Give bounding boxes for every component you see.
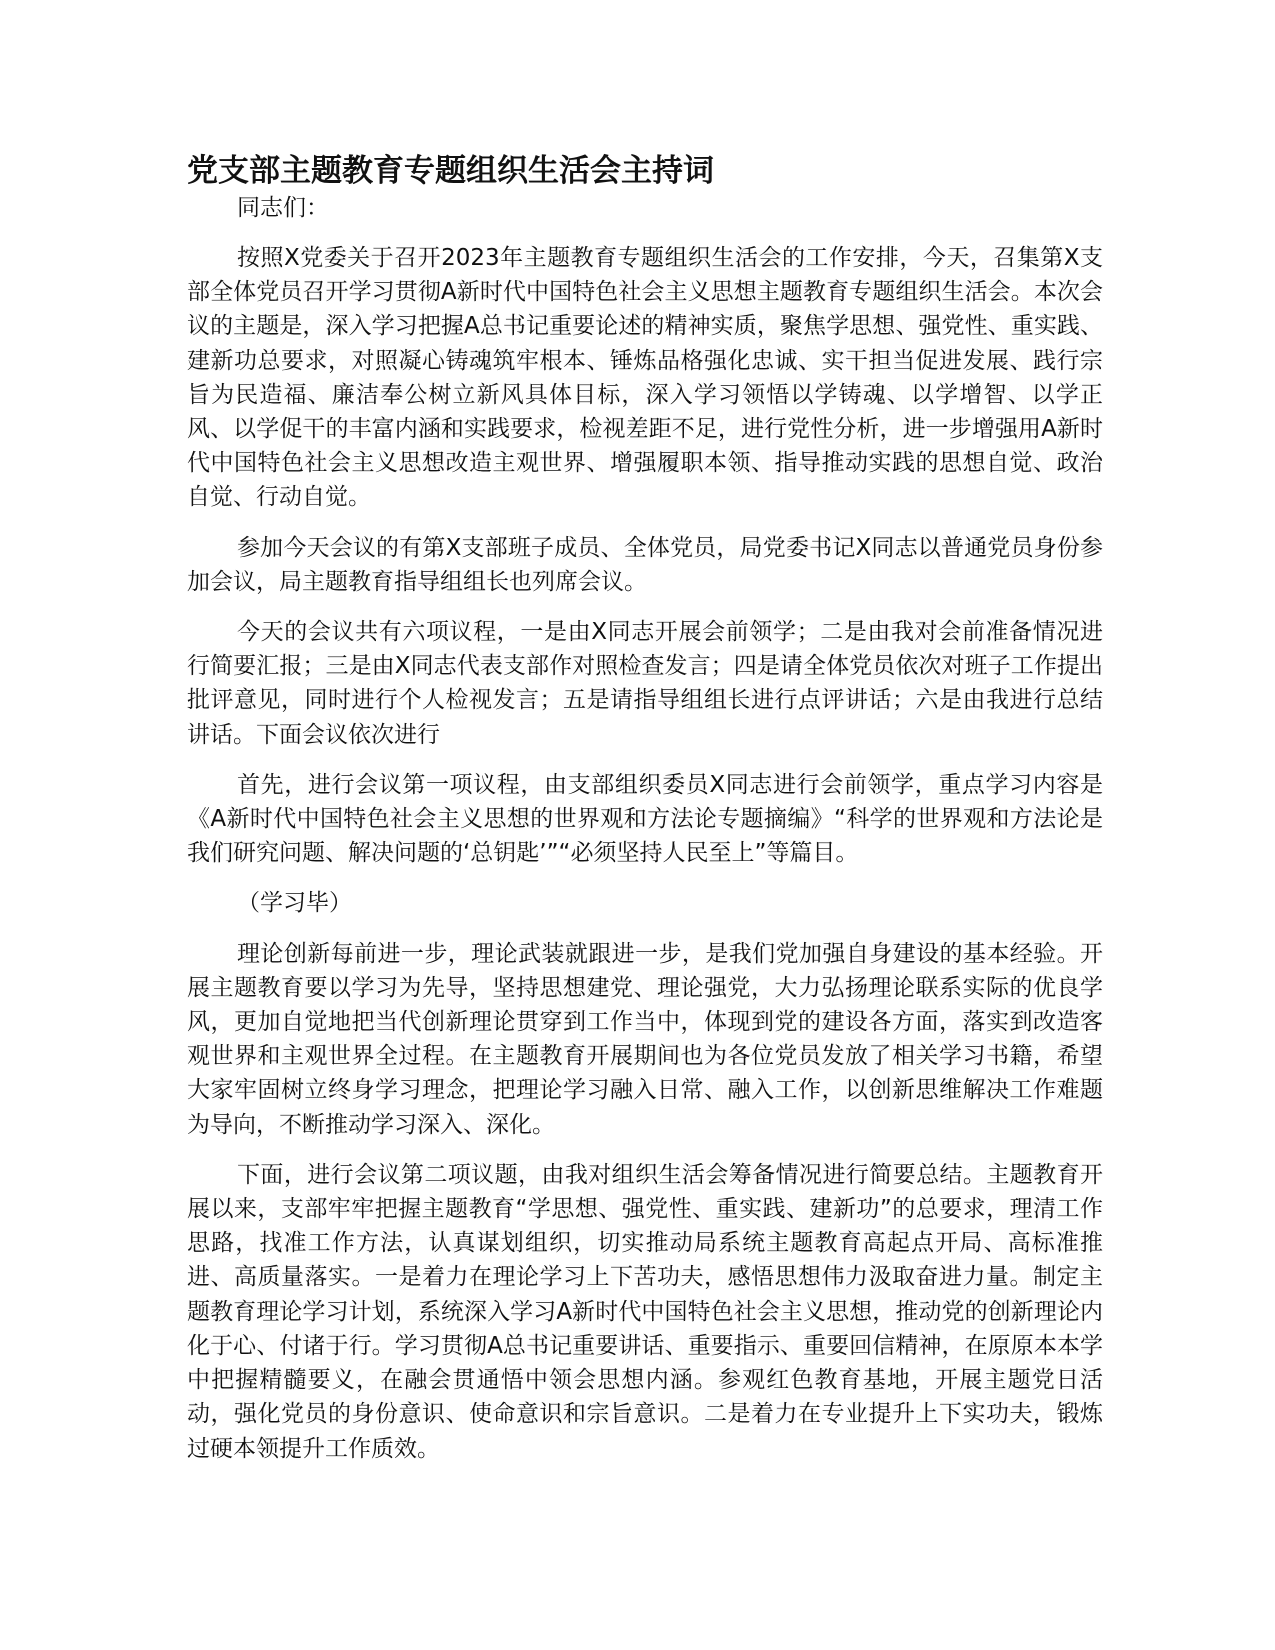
paragraph-attendees: 参加今天会议的有第X支部班子成员、全体党员，局党委书记X同志以普通党员身份参加会议，局主题教育指导组组长也列席会议。 <box>187 534 1103 595</box>
paragraph-second-item: 下面，进行会议第二项议题，由我对组织生活会筹备情况进行简要总结。主题教育开展以来，支部牢牢把握主题教育“学思想、强党性、重实践、建新功”的总要求，理清工作思路，找准工作方法，认真谋划组织，切实推动局系统主题教育高起点开局、高标准推进、高质量落实。一是着力在理论学习上下苦功夫，感悟思想伟力汲取奋进力量。制定主题教育理论学习计划，系统深入学习A新时代中国特色社会主义思想，推动党的创新理论内化于心、付诸于行。学习贯彻A总书记重要讲话、重要指示、重要回信精神，在原原本本学中把握精髓要义，在融会贯通悟中领会思想内涵。参观红色教育基地，开展主题党日活动，强化党员的身份意识、使命意识和宗旨意识。二是着力在专业提升上下实功夫，锻炼过硬本领提升工作质效。 <box>187 1161 1103 1462</box>
greeting: 同志们： <box>237 195 329 221</box>
paragraph-meeting-purpose: 按照X党委关于召开2023年主题教育专题组织生活会的工作安排，今天，召集第X支部全体党员召开学习贯彻A新时代中国特色社会主义思想主题教育专题组织生活会。本次会议的主题是，深入学习把握A总书记重要论述的精神实质，聚焦学思想、强党性、重实践、建新功总要求，对照凝心铸魂筑牢根本、锤炼品格强化忠诚、实干担当促进发展、践行宗旨为民造福、廉洁奉公树立新风具体目标，深入学习领悟以学铸魂、以学增智、以学正风、以学促干的丰富内涵和实践要求，检视差距不足，进行党性分析，进一步增强用A新时代中国特色社会主义思想改造主观世界、增强履职本领、指导推动实践的思想自觉、政治自觉、行动自觉。 <box>187 245 1103 511</box>
document-title: 党支部主题教育专题组织生活会主持词 <box>187 153 714 189</box>
paragraph-agenda: 今天的会议共有六项议程，一是由X同志开展会前领学；二是由我对会前准备情况进行简要汇报；三是由X同志代表支部作对照检查发言；四是请全体党员依次对班子工作提出批评意见，同时进行个人检视发言；五是请指导组组长进行点评讲话；六是由我进行总结讲话。下面会议依次进行 <box>187 619 1103 748</box>
paragraph-theory-study: 理论创新每前进一步，理论武装就跟进一步，是我们党加强自身建设的基本经验。开展主题教育要以学习为先导，坚持思想建党、理论强党，大力弘扬理论联系实际的优良学风，更加自觉地把当代创新理论贯穿到工作当中，体现到党的建设各方面，落实到改造客观世界和主观世界全过程。在主题教育开展期间也为各位党员发放了相关学习书籍，希望大家牢固树立终身学习理念，把理论学习融入日常、融入工作，以创新思维解决工作难题为导向，不断推动学习深入、深化。 <box>187 940 1103 1138</box>
paragraph-first-item: 首先，进行会议第一项议程，由支部组织委员X同志进行会前领学，重点学习内容是《A新时代中国特色社会主义思想的世界观和方法论专题摘编》“科学的世界观和方法论是我们研究问题、解决问题的‘总钥匙’”“必须坚持人民至上”等篇目。 <box>187 771 1103 867</box>
paragraph-study-done: （学习毕） <box>237 890 352 917</box>
document-body <box>187 151 1103 1482</box>
